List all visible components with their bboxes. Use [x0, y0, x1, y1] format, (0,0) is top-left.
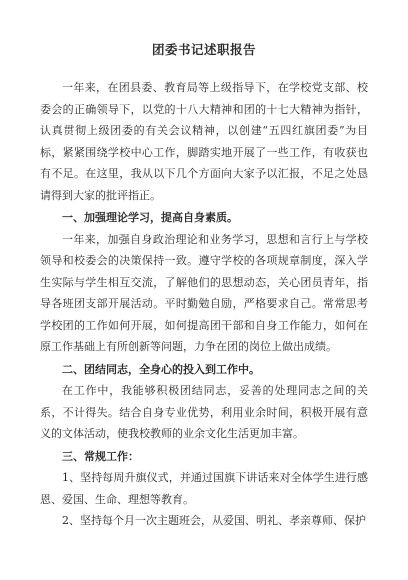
section-1-paragraph: 一年来，加强自身政治理论和业务学习，思想和言行上与学校领导和校委会的决策保持一致。遵守学校的各项规章制度，深入学生实际与学生相互交流，了解他们的思想动态，关心团员青年，指导各班团支部开展活动。平时勤勉自励，严格要求自己。常常思考学校团的工作如何开展，如何提高团干部和自身工作能力，如何在原工作基础上有所创新等问题，力争在团的岗位上做出成绩。	[40, 232, 368, 353]
section-3-item-1: 1、坚持每周升旗仪式，并通过国旗下讲话来对全体学生进行感恩、爱国、生命、理想等教育。	[40, 471, 368, 506]
document-title: 团委书记述职报告	[151, 42, 256, 57]
section-1-heading: 一、加强理论学习，提高自身素质。	[62, 211, 238, 224]
section-3-heading: 三、常规工作：	[62, 449, 139, 463]
section-3-item-2: 2、坚持每个月一次主题班会，从爱国、明礼、孝亲尊师、保护	[62, 514, 366, 527]
section-2-heading: 二、团结同志，全身心的投入到工作中。	[62, 362, 260, 376]
section-2-paragraph: 在工作中，我能够积极团结同志，妥善的处理同志之间的关系，不计得失。结合自身专业优势，利用业余时间，积极开展有意义的文体活动，使我校教师的业余文化生活更加丰富。	[40, 384, 368, 440]
intro-paragraph: 一年来，在团县委、教育局等上级指导下，在学校党支部、校委会的正确领导下，以党的十八大精神和团的十七大精神为指针，认真贯彻上级团委的有关会议精神，以创建“五四红旗团委”为目标，紧紧围绕学校中心工作，脚踏实地开展了一些工作，有收获也有不足。在这里，我从以下几个方面向大家予以汇报，不足之处恳请得到大家的批评指正。	[40, 81, 368, 202]
